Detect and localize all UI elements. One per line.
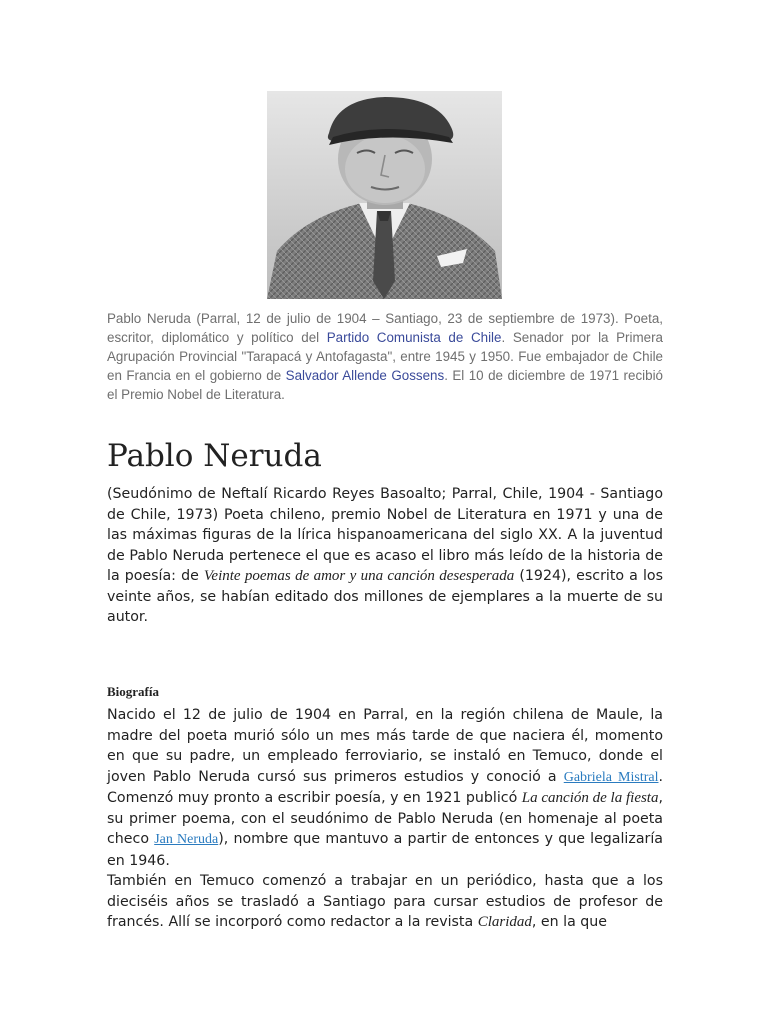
bio-text: , en la que [531,914,608,930]
intro-text-2: (1924), escrito a los veinte años, se habían editado dos millones de ejemplares a la muerte de su autor. [107,568,663,625]
poem-title: La canción de la fiesta [521,790,659,806]
intro-paragraph [107,484,663,628]
biography-paragraph-2 [107,871,663,933]
caption-text-1: Pablo Neruda (Parral, 12 de julio de 1904 – Santiago, 23 de septiembre de 1973). Poeta, escritor, diplomático y político del [107,311,663,345]
caption-text-3: . El 10 de diciembre de 1971 recibió el Premio Nobel de Literatura. [107,368,663,402]
photo-caption [107,309,663,404]
bio-text: También en Temuco comenzó a trabajar en un periódico, hasta que a los dieciséis años se trasladó a Santiago para cursar estudios de profesor de francés. Allí se incorporó como redactor a la revista [107,873,663,930]
page-title: Pablo Neruda [107,438,322,474]
biography-heading: Biografía [107,684,159,699]
intro-text-1: (Seudónimo de Neftalí Ricardo Reyes Basoalto; Parral, Chile, 1904 - Santiago de Chile, 1973) Poeta chileno, premio Nobel de Literatura en 1971 y una de las máximas figuras de la lírica hispanoamericana del siglo XX. A la juventud de Pablo Neruda pertenece el que es acaso el libro más leído de la historia de la poesía: de [107,486,663,584]
bio-text: ), nombre que mantuvo a partir de entonces y que legalizaría en 1946. [107,831,663,869]
gabriela-mistral-link[interactable]: Gabriela Mistral [563,769,659,785]
magazine-title: Claridad [477,914,532,930]
neruda-portrait-image [267,91,502,299]
caption-text-2: . Senador por la Primera Agrupación Provincial "Tarapacá y Antofagasta", entre 1945 y 1950. Fue embajador de Chile en Francia en el gobierno de [107,330,663,383]
partido-comunista-link[interactable]: Partido Comunista de Chile [326,330,502,345]
book-title: Veinte poemas de amor y una canción desesperada [203,568,515,584]
biography-paragraph-1 [107,705,663,871]
jan-neruda-link[interactable]: Jan Neruda [154,832,219,847]
bio-text: Nacido el 12 de julio de 1904 en Parral, en la región chilena de Maule, la madre del poeta murió sólo un mes más tarde de que naciera él, momento en que su padre, un empleado ferroviario, se instaló en Temuco, donde el joven Pablo Neruda cursó sus primeros estudios y conoció a [107,707,663,785]
bio-text: , su primer poema, con el seudónimo de Pablo Neruda (en homenaje al poeta checo [107,790,663,847]
bio-text: . Comenzó muy pronto a escribir poesía, y en 1921 publicó [107,768,663,806]
portrait-photo [267,91,502,299]
salvador-allende-link[interactable]: Salvador Allende Gossens [285,368,445,383]
biography-body [107,705,663,933]
